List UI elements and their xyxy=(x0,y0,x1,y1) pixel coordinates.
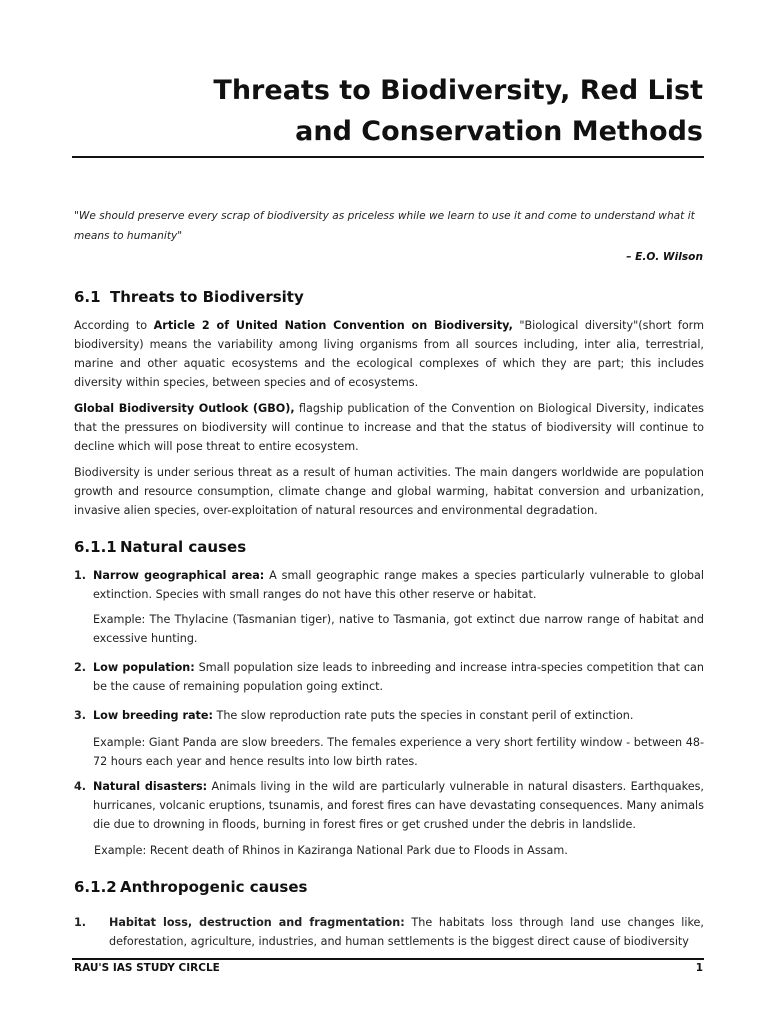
title-divider xyxy=(72,156,704,158)
item-label: Natural disasters: xyxy=(93,780,208,793)
epigraph-author: – E.O. Wilson xyxy=(626,251,703,263)
list-item xyxy=(74,658,704,696)
list-item xyxy=(74,777,704,834)
text-run: According to xyxy=(74,319,154,332)
bold-run: Article 2 of United Nation Convention on Biodiversity, xyxy=(153,319,513,332)
item-label: Low breeding rate: xyxy=(93,709,213,722)
example-text: Example: The Thylacine (Tasmanian tiger), native to Tasmania, got extinct due narrow range of habitat and excessive hunting. xyxy=(93,613,704,645)
title-line-2: and Conservation Methods xyxy=(295,116,703,147)
example-text: Example: Giant Panda are slow breeders. The females experience a very short fertility window - between 48-72 hours each year and hence results into low birth rates. xyxy=(93,736,704,768)
item-text: The slow reproduction rate puts the species in constant peril of extinction. xyxy=(212,709,634,722)
item-label: Low population: xyxy=(93,661,195,674)
section-number: 6.1.2 xyxy=(74,878,117,896)
section-heading-6-1 xyxy=(74,288,304,306)
bold-run: Global Biodiversity Outlook (GBO), xyxy=(74,402,295,415)
list-item xyxy=(74,566,704,604)
paragraph-article-2 xyxy=(74,316,704,392)
item-text: Small population size leads to inbreeding and increase intra-species competition that can be the cause of remaining population going extinct. xyxy=(93,661,705,693)
paragraph-gbo xyxy=(74,399,704,456)
footer-publisher: RAU'S IAS STUDY CIRCLE xyxy=(74,962,220,974)
example-text: Example: Recent death of Rhinos in Kaziranga National Park due to Floods in Assam. xyxy=(94,844,568,857)
item-label: Habitat loss, destruction and fragmentation: xyxy=(109,916,405,929)
list-number: 1. xyxy=(74,569,87,582)
section-number: 6.1.1 xyxy=(74,538,117,556)
footer-divider xyxy=(72,958,704,960)
item-text: The habitats loss through land use changes like, deforestation, agriculture, industries, and human settlements is the biggest direct cause of biodiversity xyxy=(109,916,704,948)
title-line-1: Threats to Biodiversity, Red List xyxy=(213,75,703,106)
section-number: 6.1 xyxy=(74,288,101,306)
text-run: flagship publication of the Convention on Biological Diversity, indicates that the pressures on biodiversity will continue to increase and that the status of biodiversity will continue to decline which will pose threat to entire ecosystem. xyxy=(74,402,704,453)
item-label: Narrow geographical area: xyxy=(93,569,265,582)
section-heading-6-1-2 xyxy=(74,878,307,896)
text-run: "Biological diversity"(short form biodiversity) means the variability among living organisms from all sources including, inter alia, terrestrial, marine and other aquatic ecosystems and the ecological complexes of which they are part; this includes diversity within species, between species and of ecosystems. xyxy=(74,319,704,389)
section-title: Anthropogenic causes xyxy=(120,878,308,896)
list-item xyxy=(74,706,704,725)
paragraph-threats: Biodiversity is under serious threat as a result of human activities. The main dangers worldwide are population growth and resource consumption, climate change and global warming, habitat conversion and urbanization, invasive alien species, over-exploitation of natural resources and environmental degradation. xyxy=(74,466,704,517)
page-number: 1 xyxy=(695,962,703,974)
list-number: 1. xyxy=(74,916,87,929)
section-title: Natural causes xyxy=(120,538,247,556)
list-number: 3. xyxy=(74,709,87,722)
item-text: A small geographic range makes a species particularly vulnerable to global extinction. Species with small ranges do not have this other reserve or habitat. xyxy=(93,569,704,601)
epigraph-quote: "We should preserve every scrap of biodiversity as priceless while we learn to use it and come to understand what it means to humanity" xyxy=(74,210,695,242)
page-title xyxy=(103,70,703,152)
item-text: Animals living in the wild are particularly vulnerable in natural disasters. Earthquakes, hurricanes, volcanic eruptions, tsunamis, and forest fires can have devastating consequences. Many animals die due to drowning in floods, burning in forest fires or get crushed under the debris in landslide. xyxy=(93,780,704,831)
section-title: Threats to Biodiversity xyxy=(110,288,304,306)
list-number: 4. xyxy=(74,780,87,793)
list-number: 2. xyxy=(74,661,87,674)
list-item xyxy=(74,913,704,951)
section-heading-6-1-1 xyxy=(74,538,246,556)
